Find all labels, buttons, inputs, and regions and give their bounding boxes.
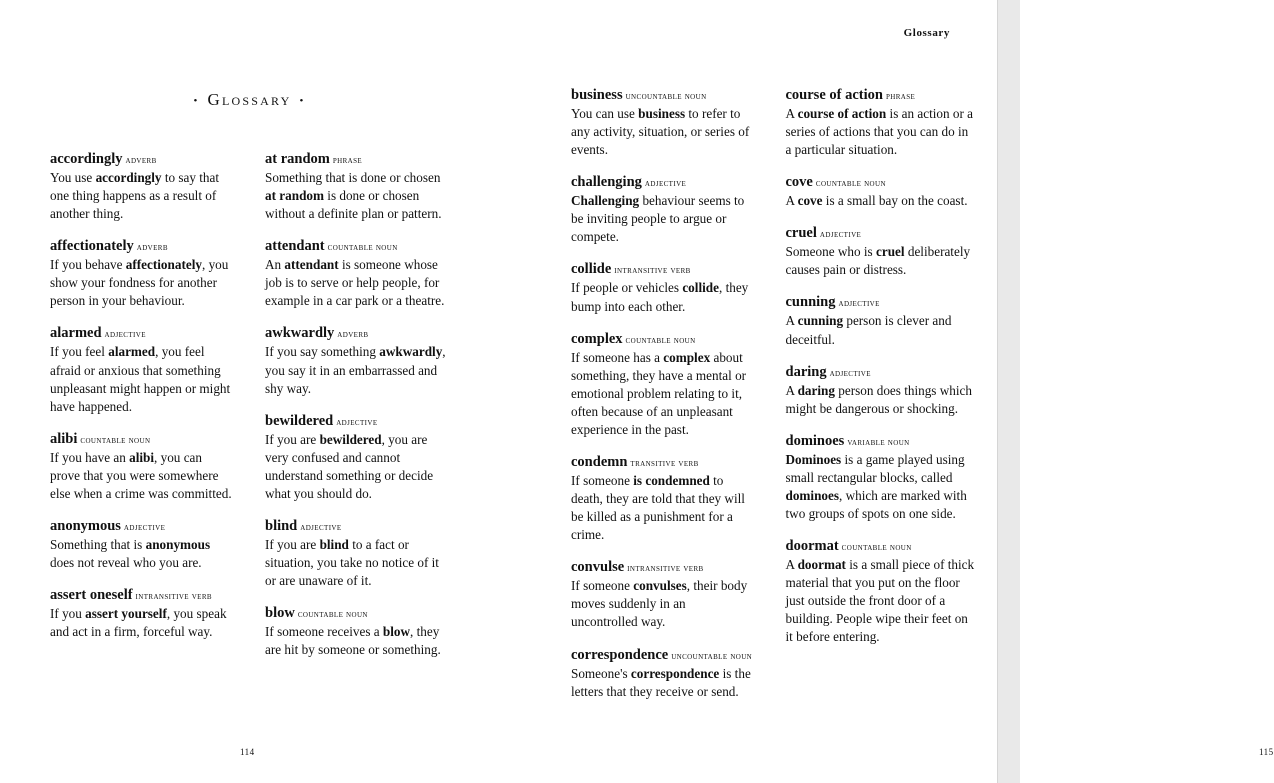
entry-headword: business xyxy=(571,87,623,103)
entry-part-of-speech: countable noun xyxy=(80,435,151,446)
entry-part-of-speech: intransitive verb xyxy=(614,266,691,277)
entry-headword-line xyxy=(265,324,450,342)
column-1 xyxy=(50,150,235,673)
entry-part-of-speech: adjective xyxy=(123,523,166,534)
entry-definition: If people or vehicles collide, they bump into each other. xyxy=(571,280,749,314)
entry-headword: at random xyxy=(265,151,330,167)
entry-part-of-speech: countable noun xyxy=(841,543,912,554)
entry-definition: If someone is condemned to death, they are told that they will be killed as a punishment for a crime. xyxy=(571,473,745,543)
entry-headword: complex xyxy=(571,330,623,347)
page-edge-strip xyxy=(997,0,1020,783)
entry-headword: accordingly xyxy=(50,151,123,167)
entry-definition: If you say something awkwardly, you say it in an embarrassed and shy way. xyxy=(265,344,446,396)
glossary-entry xyxy=(571,330,756,439)
entry-part-of-speech: adjective xyxy=(829,368,871,379)
glossary-entry xyxy=(50,430,235,503)
entry-part-of-speech: phrase xyxy=(332,156,363,166)
entry-definition: If you are blind to a fact or situation, you take no notice of it or are unaware of it. xyxy=(265,537,439,589)
entry-headword-line xyxy=(50,150,235,168)
entry-part-of-speech: intransitive verb xyxy=(135,592,212,603)
title-dot-right: • xyxy=(299,95,306,108)
entry-definition: Challenging behaviour seems to be inviting people to argue or compete. xyxy=(571,193,745,245)
entry-definition: A cunning person is clever and deceitful. xyxy=(785,313,952,347)
entry-definition: If you feel alarmed, you feel afraid or anxious that something unpleasant might happen or might have happened. xyxy=(50,344,231,414)
entry-headword-line xyxy=(786,293,976,311)
glossary-entry xyxy=(50,324,235,415)
entry-headword-line xyxy=(786,363,976,381)
column-3 xyxy=(571,86,756,715)
entry-definition: A course of action is an action or a series of actions that you can do in a particular situation. xyxy=(785,106,974,158)
entry-headword-line xyxy=(786,86,976,104)
entry-part-of-speech: adverb xyxy=(136,243,168,254)
entry-part-of-speech: uncountable noun xyxy=(671,651,753,662)
entry-headword: dominoes xyxy=(785,432,845,449)
entry-headword-line xyxy=(50,237,235,255)
page-title-text: Glossary xyxy=(207,90,292,109)
glossary-entry xyxy=(265,412,450,503)
entry-headword-line xyxy=(265,237,450,255)
entry-definition: If you assert yourself, you speak and act in a firm, forceful way. xyxy=(50,606,227,640)
entry-headword: attendant xyxy=(265,238,325,255)
glossary-entry xyxy=(571,646,756,701)
entry-definition: Someone's correspondence is the letters that they receive or send. xyxy=(571,665,751,699)
entry-part-of-speech: adjective xyxy=(300,523,342,534)
entry-headword: course of action xyxy=(785,87,883,103)
entry-definition: If you behave affectionately, you show your fondness for another person in your behaviour. xyxy=(50,257,229,309)
glossary-entry xyxy=(786,432,976,523)
left-page xyxy=(0,0,499,783)
entry-definition: If you have an alibi, you can prove that you were somewhere else when a crime was committed. xyxy=(50,449,232,501)
entry-headword-line xyxy=(571,86,756,104)
entry-headword-line xyxy=(265,150,450,168)
entry-headword: cunning xyxy=(785,294,836,311)
entry-headword: bewildered xyxy=(265,412,334,429)
entry-part-of-speech: adjective xyxy=(104,330,146,341)
left-page-columns xyxy=(50,150,450,673)
running-head: Glossary xyxy=(903,27,950,39)
entry-headword-line xyxy=(265,412,450,430)
entry-headword: challenging xyxy=(571,174,642,191)
entry-definition: Something that is done or chosen at random is done or chosen without a definite plan or pattern. xyxy=(265,170,442,222)
entry-headword: affectionately xyxy=(50,238,134,255)
entry-headword-line xyxy=(786,537,976,555)
entry-headword-line xyxy=(50,430,235,448)
entry-part-of-speech: adverb xyxy=(125,156,157,166)
entry-part-of-speech: adjective xyxy=(336,417,378,428)
glossary-entry xyxy=(571,453,756,544)
glossary-entry xyxy=(265,604,450,659)
entry-definition: If someone convulses, their body moves suddenly in an uncontrolled way. xyxy=(571,578,748,630)
entry-headword: daring xyxy=(785,363,827,380)
entry-headword: condemn xyxy=(571,454,628,471)
entry-headword-line xyxy=(571,558,756,576)
glossary-entry xyxy=(571,558,756,631)
entry-headword-line xyxy=(571,173,756,191)
entry-headword: assert oneself xyxy=(50,587,133,604)
entry-headword-line xyxy=(50,586,235,604)
entry-definition: If you are bewildered, you are very confused and cannot understand something or decide what you should do. xyxy=(265,431,434,501)
entry-headword: doormat xyxy=(785,538,839,555)
entry-definition: A daring person does things which might be dangerous or shocking. xyxy=(785,382,972,416)
entry-part-of-speech: countable noun xyxy=(815,179,886,190)
entry-part-of-speech: variable noun xyxy=(847,437,910,448)
entry-part-of-speech: countable noun xyxy=(297,610,368,621)
entry-headword-line xyxy=(786,173,976,191)
entry-headword-line xyxy=(786,224,976,242)
column-2 xyxy=(265,150,450,673)
entry-headword-line xyxy=(265,517,450,535)
glossary-entry xyxy=(265,237,450,310)
entry-part-of-speech: transitive verb xyxy=(630,459,699,470)
glossary-entry xyxy=(265,324,450,397)
entry-headword: alibi xyxy=(50,430,78,447)
glossary-entry xyxy=(50,517,235,572)
entry-headword-line xyxy=(571,260,756,278)
entry-headword-line xyxy=(571,646,756,664)
entry-part-of-speech: adjective xyxy=(819,230,862,241)
glossary-entry xyxy=(786,537,976,646)
glossary-entry xyxy=(786,86,976,159)
entry-definition: Someone who is cruel deliberately causes pain or distress. xyxy=(785,244,971,278)
right-page xyxy=(499,0,1274,783)
entry-definition: If someone receives a blow, they are hit by someone or something. xyxy=(265,624,441,658)
glossary-entry xyxy=(50,150,235,223)
entry-headword-line xyxy=(571,330,756,348)
entry-headword-line xyxy=(786,432,976,450)
glossary-entry xyxy=(571,86,756,159)
glossary-entry xyxy=(50,586,235,641)
entry-headword-line xyxy=(571,453,756,471)
entry-definition: You can use business to refer to any activity, situation, or series of events. xyxy=(571,106,750,158)
glossary-entry xyxy=(265,150,450,223)
entry-part-of-speech: phrase xyxy=(885,92,916,102)
entry-definition: Dominoes is a game played using small rectangular blocks, called dominoes, which are marked with two groups of spots on one side. xyxy=(785,451,967,522)
entry-definition: An attendant is someone whose job is to serve or help people, for example in a car park or a theatre. xyxy=(265,257,445,309)
entry-headword: collide xyxy=(571,261,612,278)
entry-definition: You use accordingly to say that one thing happens as a result of another thing. xyxy=(50,170,220,222)
entry-headword: cruel xyxy=(785,225,817,242)
entry-headword-line xyxy=(50,324,235,342)
entry-headword: blind xyxy=(265,518,298,535)
entry-headword: anonymous xyxy=(50,518,121,535)
entry-part-of-speech: uncountable noun xyxy=(625,92,707,102)
entry-part-of-speech: countable noun xyxy=(625,335,696,346)
glossary-entry xyxy=(571,173,756,246)
column-4 xyxy=(786,86,976,715)
entry-definition: A doormat is a small piece of thick material that you put on the floor just outside the front door of a building. People wipe their feet on it before entering. xyxy=(785,557,975,645)
entry-headword: awkwardly xyxy=(265,325,335,342)
entry-headword: convulse xyxy=(571,559,625,576)
entry-headword: blow xyxy=(265,605,295,622)
entry-headword-line xyxy=(50,517,235,535)
glossary-entry xyxy=(265,517,450,590)
page-title xyxy=(0,90,499,110)
glossary-entry xyxy=(50,237,235,310)
glossary-entry xyxy=(786,173,976,210)
entry-part-of-speech: adjective xyxy=(838,299,880,310)
glossary-entry xyxy=(786,293,976,348)
entry-headword: alarmed xyxy=(50,325,102,342)
glossary-entry xyxy=(786,363,976,418)
glossary-entry xyxy=(571,260,756,315)
title-dot-left: • xyxy=(193,95,200,108)
right-page-columns xyxy=(571,86,975,715)
entry-part-of-speech: intransitive verb xyxy=(627,564,704,575)
entry-definition: A cove is a small bay on the coast. xyxy=(785,193,968,209)
entry-definition: Something that is anonymous does not reveal who you are. xyxy=(50,537,211,571)
entry-part-of-speech: countable noun xyxy=(327,243,398,254)
glossary-entry xyxy=(786,224,976,279)
entry-headword: correspondence xyxy=(571,646,669,663)
entry-part-of-speech: adjective xyxy=(644,179,687,190)
entry-part-of-speech: adverb xyxy=(337,330,369,341)
entry-definition: If someone has a complex about something, they have a mental or emotional problem relating to it, often because of an unpleasant experience in the past. xyxy=(571,349,747,437)
entry-headword-line xyxy=(265,604,450,622)
folio-right: 115 xyxy=(1259,747,1274,757)
entry-headword: cove xyxy=(785,174,813,191)
folio-left: 114 xyxy=(240,747,255,757)
